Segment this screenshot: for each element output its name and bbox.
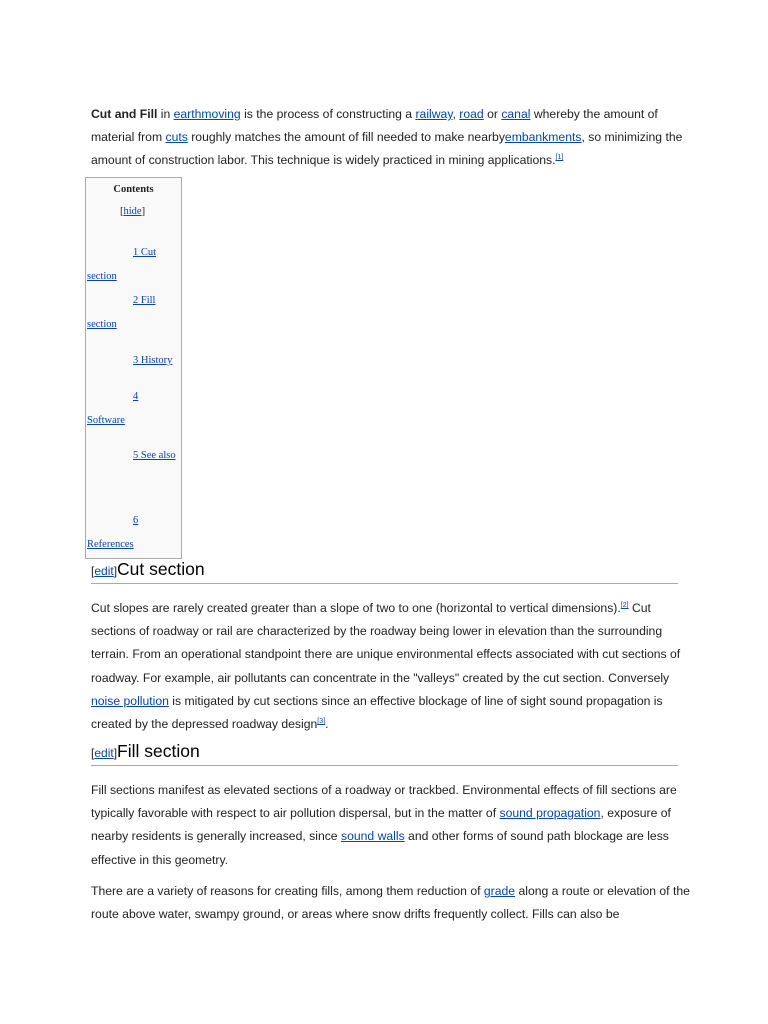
link-earthmoving[interactable]: earthmoving (173, 107, 241, 121)
toc-item-references (87, 509, 177, 557)
link-embankments[interactable]: embankments (504, 130, 582, 145)
table-of-contents (85, 177, 182, 559)
fill-section-title: Fill section (117, 741, 200, 761)
fill-section-edit: [edit] (91, 746, 118, 760)
fill-section-paragraph-1: Fill sections manifest as elevated sections of a roadway or trackbed. Environmental effects of fill sections are typically favorable with respect to air pollution dispersal, but in the matter of sound propagation, exposure of nearby residents is generally increased, since sound walls and other forms of sound path blockage are less effective in this geometry. (91, 783, 677, 867)
ref-3[interactable]: [3] (317, 718, 326, 726)
toc-item-history (87, 349, 177, 373)
fill-section-paragraph-2: There are a variety of reasons for creating fills, among them reduction of grade along a route or elevation of the route above water, swampy ground, or areas where snow drifts frequently collect. Fills can also be (91, 884, 690, 922)
toc-link-see-also[interactable]: 5 See also (133, 450, 176, 461)
cut-section-heading (91, 559, 678, 584)
link-road[interactable]: road (459, 107, 484, 121)
cut-section-edit-link[interactable]: edit (94, 564, 114, 578)
toc-item-fill-section (87, 289, 177, 337)
toc-hide-link[interactable]: hide (123, 206, 142, 217)
ref-2[interactable]: [2] (620, 602, 629, 609)
fill-section-heading (91, 741, 678, 766)
link-railway[interactable]: railway (415, 107, 453, 121)
intro-term: Cut and Fill (91, 107, 158, 121)
toc-item-see-also (87, 444, 177, 468)
link-sound-walls[interactable]: sound walls (340, 829, 405, 844)
link-noise-pollution[interactable]: noise pollution (91, 693, 169, 708)
toc-link-software[interactable]: 4 Software (87, 391, 139, 426)
fill-section-edit-link[interactable]: edit (94, 746, 114, 760)
cut-section-title: Cut section (117, 559, 205, 579)
ref-1[interactable]: [1] (555, 154, 564, 162)
link-grade[interactable]: grade (483, 884, 516, 898)
toc-link-history[interactable]: 3 History (133, 355, 173, 366)
cut-section-edit: [edit] (91, 564, 118, 578)
intro-paragraph: Cut and Fill in earthmoving is the process of constructing a railway, road or canal whereby the amount of material from cuts roughly matches the amount of fill needed to make nearbyembankments, so minimizing the amount of construction labor. This technique is widely practiced in mining applications.[1] (91, 107, 683, 168)
toc-hide: [hide] (120, 206, 146, 217)
link-canal[interactable]: canal (501, 107, 531, 121)
toc-link-fill-section[interactable]: 2 Fill section (87, 295, 156, 330)
toc-link-references[interactable]: 6 References (87, 515, 139, 550)
toc-link-cut-section[interactable]: 1 Cut section (87, 247, 157, 282)
toc-item-software (87, 385, 177, 433)
link-cuts[interactable]: cuts (165, 130, 188, 145)
cut-section-paragraph: Cut slopes are rarely created greater than a slope of two to one (horizontal to vertical dimensions).[2] Cut sections of roadway or rail are characterized by the roadway being lower in elevation than the surrounding terrain. From an operational standpoint there are unique environmental effects associated with cut sections of roadway. For example, air pollutants can concentrate in the "valleys" created by the cut section. Conversely noise pollution is mitigated by cut sections since an effective blockage of line of sight sound propagation is created by the depressed roadway design[3]. (91, 601, 681, 732)
toc-title: Contents (113, 184, 154, 195)
link-sound-propagation[interactable]: sound propagation (499, 806, 601, 821)
toc-item-cut-section (87, 241, 177, 289)
